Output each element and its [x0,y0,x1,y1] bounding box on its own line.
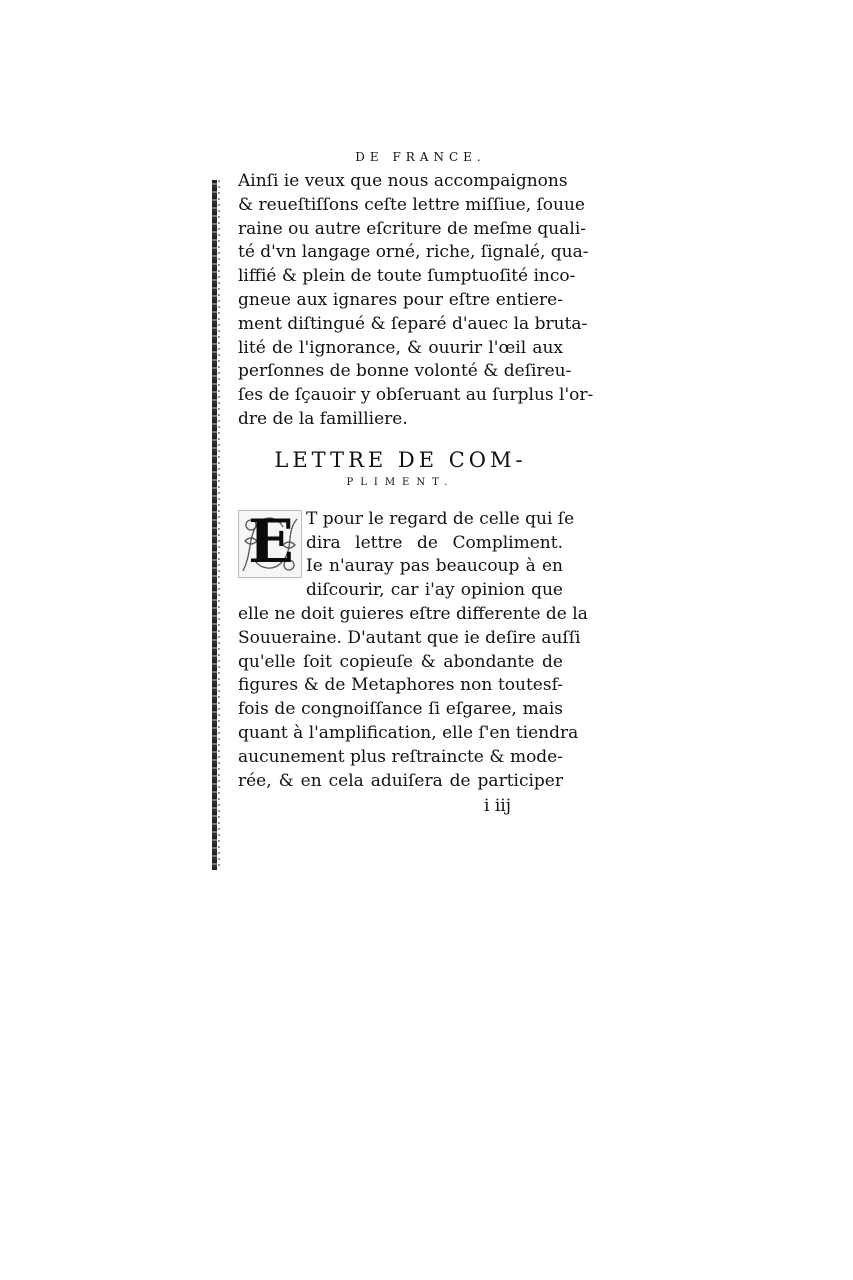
text-line: figures & de Metaphores non toutesf- [238,675,563,696]
text-line: ment diſtingué & ſeparé d'auec la bruta- [238,313,588,334]
dropcap-letter: E [248,506,294,577]
section-heading: LETTRE DE COM- [274,447,527,472]
ornamental-initial-icon [238,506,302,578]
paragraph-2 [238,506,588,794]
text-line: quant à l'amplification, elle ſ'en tiendra [238,722,579,743]
text-line: perſonnes de bonne volonté & deſireu- [238,361,572,382]
text-line: dre de la familliere. [238,408,408,429]
text-line: Ainſi ie veux que nous accompaignons [238,171,568,191]
binding-gutter [212,180,217,870]
book-page [238,150,594,817]
text-line: raine ou autre eſcriture de meſme quali- [238,218,587,239]
text-line: T pour le regard de celle qui ſe [306,508,575,529]
text-line: lité de l'ignorance, & ouurir l'œil aux [238,337,563,358]
signature-mark: i iij [484,796,511,817]
text-line: gneue aux ignares pour eſtre entiere- [238,289,563,310]
running-head: DE FRANCE. [355,150,486,164]
text-line: rée, & en cela aduiſera de participer [238,770,563,791]
text-line: aucunement plus reſtraincte & mode- [238,746,563,767]
text-line: dira lettre de Compliment. [306,532,563,553]
text-line: Souueraine. D'autant que ie deſire auſſi [238,627,581,648]
paragraph-1 [238,170,594,432]
text-line: diſcourir, car i'ay opinion que [306,580,563,601]
text-line: Ie n'auray pas beaucoup à en [306,556,563,577]
text-line: elle ne doit guieres eſtre differente de la [238,603,588,624]
text-line: qu'elle ſoit copieuſe & abondante de [238,651,563,672]
section-subheading: PLIMENT. [346,476,455,488]
text-line: liffié & plein de toute ſumptuoſité inco- [238,266,576,287]
text-line: & reueſtiſſons ceſte lettre miſſiue, ſouue [238,194,585,215]
text-line: ſes de ſçauoir y obſeruant au ſurplus l'or- [238,385,594,406]
text-line: fois de congnoiſſance ſi eſgaree, mais [238,699,563,720]
text-line: té d'vn langage orné, riche, ſignalé, qua- [238,242,589,263]
binding-gutter-shadow [218,180,220,870]
